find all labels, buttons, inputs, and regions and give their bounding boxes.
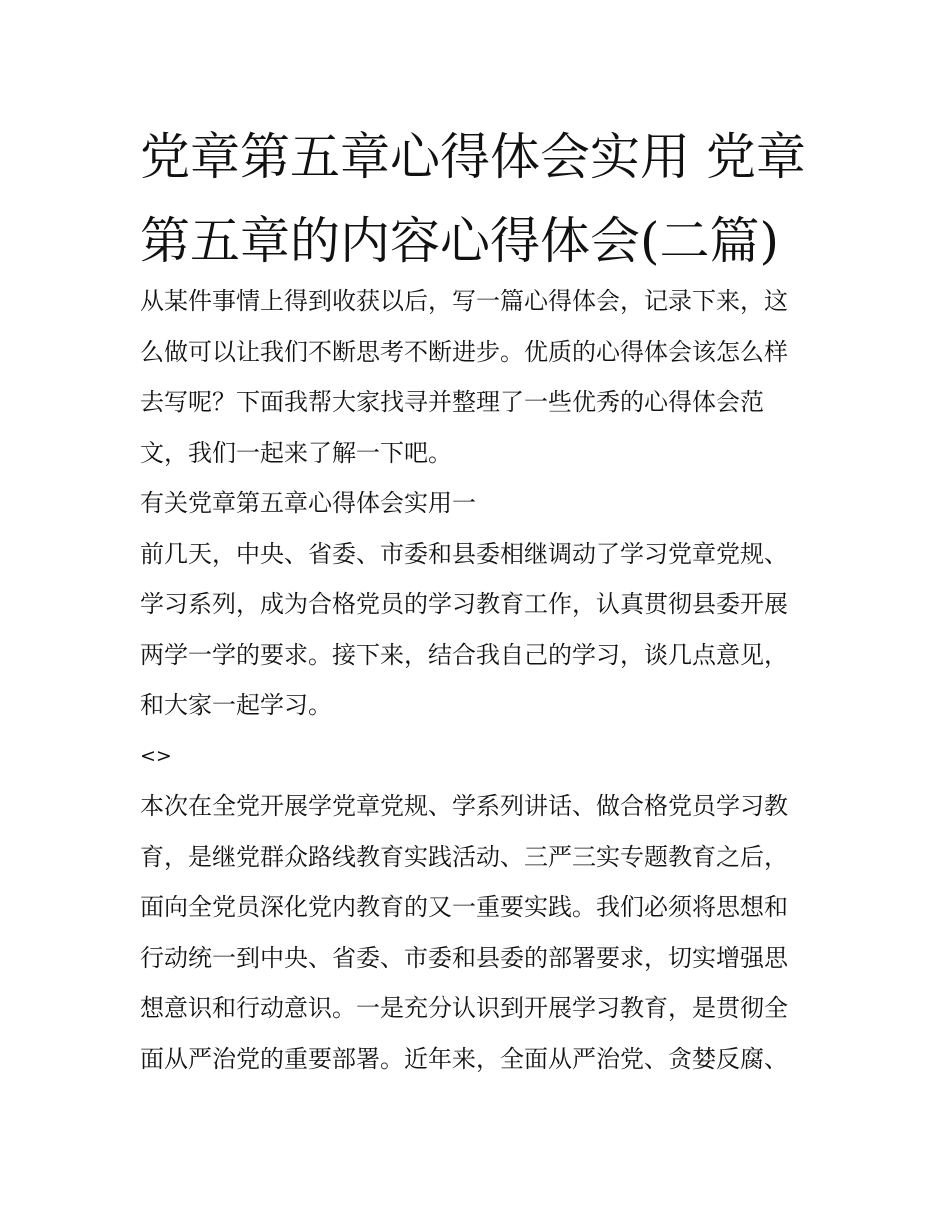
- text-line: 两学一学的要求。接下来，结合我自己的学习，谈几点意见，: [140, 640, 788, 669]
- paragraph-2: [140, 781, 820, 1084]
- text-line: 育，是继党群众路线教育实践活动、三严三实专题教育之后，: [140, 842, 788, 871]
- paragraph-1: [140, 529, 820, 731]
- text-line: 从某件事情上得到收获以后，写一篇心得体会，记录下来，这: [140, 287, 788, 315]
- text-line: 面从严治党的重要部署。近年来，全面从严治党、贪婪反腐、: [140, 1044, 788, 1073]
- text-line: 想意识和行动意识。一是充分认识到开展学习教育，是贯彻全: [140, 994, 788, 1022]
- text-line: 文，我们一起来了解一下吧。: [140, 438, 452, 467]
- text-line: 面向全党员深化党内教育的又一重要实践。我们必须将思想和: [140, 893, 788, 921]
- symbol-paragraph: [140, 731, 820, 782]
- text-line: 行动统一到中央、省委、市委和县委的部署要求，切实增强思: [140, 943, 788, 972]
- text-line: 去写呢？下面我帮大家找寻并整理了一些优秀的心得体会范: [140, 388, 764, 416]
- title-line: 党章第五章心得体会实用 党章: [140, 128, 806, 186]
- intro-paragraph: [140, 276, 820, 478]
- text-line: 学习系列，成为合格党员的学习教育工作，认真贯彻县委开展: [140, 590, 788, 618]
- text-line: 么做可以让我们不断思考不断进步。优质的心得体会该怎么样: [140, 337, 788, 366]
- section-heading-text: 有关党章第五章心得体会实用一: [140, 489, 476, 517]
- angle-brackets-text: <>: [140, 744, 172, 767]
- text-line: 和大家一起学习。: [140, 691, 332, 719]
- document-body: [140, 276, 820, 1084]
- section-heading: [140, 478, 820, 529]
- text-line: 前几天，中央、省委、市委和县委相继调动了学习党章党规、: [140, 539, 788, 568]
- text-line: 本次在全党开展学党章党规、学系列讲话、做合格党员学习教: [140, 792, 788, 820]
- title-line: 第五章的内容心得体会(二篇): [140, 212, 780, 270]
- document-title: [140, 115, 820, 283]
